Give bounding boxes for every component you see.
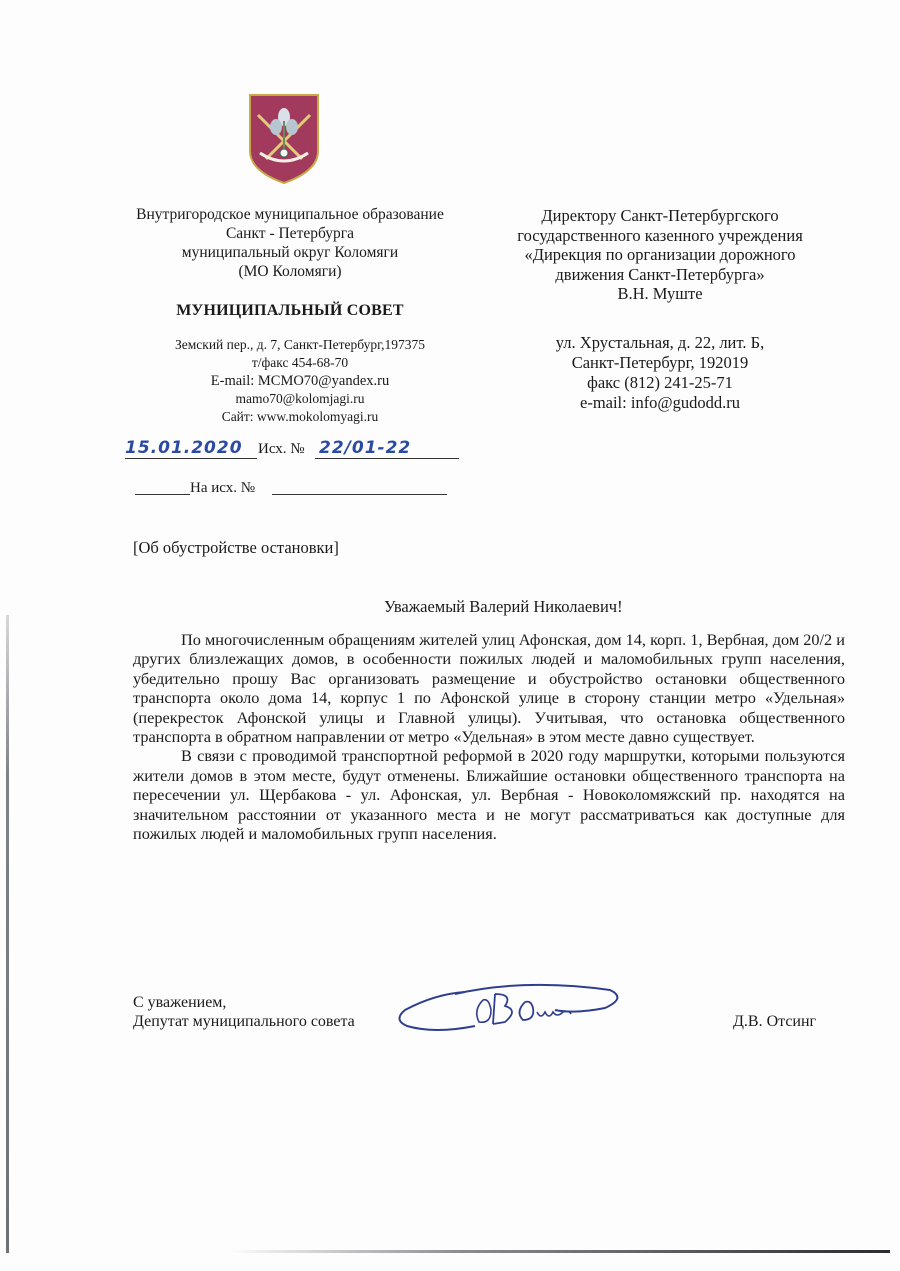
- org-line: муниципальный округ Коломяги: [181, 244, 399, 261]
- recipient-address: ул. Хрустальная, д. 22, лит. Б,: [555, 333, 765, 352]
- handwritten-date: 15.01.2020: [125, 438, 257, 459]
- registration-line: [120, 438, 470, 464]
- recipient-block: [490, 206, 830, 304]
- closing-block: [133, 993, 355, 1031]
- scan-edge-line: [6, 615, 9, 1253]
- sender-email-2[interactable]: mamo70@kolomjagi.ru: [235, 391, 365, 406]
- body-paragraph: В связи с проводимой транспортной реформой в 2020 году маршрутки, которыми пользуются жители домов в этом месте, будут отменены. Ближайшие остановки общественного транспорта на пересечении ул. Щербакова - ул. Афонская, ул. Вербная - Новоколомяжский пр. находятся на значительном расстоянии от указанного места и не могут рассматриваться как доступные для пожилых людей и маломобильных групп населения.: [133, 746, 845, 844]
- salutation: Уважаемый Валерий Николаевич!: [384, 597, 623, 616]
- sender-contacts: [130, 336, 470, 426]
- recipient-contacts: [520, 333, 800, 413]
- sender-site[interactable]: Сайт: www.mokolomyagi.ru: [221, 409, 379, 424]
- council-title: МУНИЦИПАЛЬНЫЙ СОВЕТ: [176, 302, 404, 319]
- recipient-line: Директору Санкт-Петербургского: [541, 206, 779, 225]
- recipient-line: «Дирекция по организации дорожного: [524, 245, 796, 265]
- blank-field: [272, 494, 447, 495]
- signer-name: Д.В. Отсинг: [733, 1013, 817, 1030]
- org-line: Санкт - Петербурга: [225, 225, 355, 242]
- reply-number-label: На исх. №: [190, 480, 256, 496]
- org-line: (МО Коломяги): [238, 263, 342, 280]
- recipient-email[interactable]: e-mail: info@gudodd.ru: [580, 393, 740, 412]
- recipient-name: В.Н. Муште: [617, 284, 703, 304]
- letter-body: [133, 630, 845, 843]
- blank-field: [135, 494, 190, 495]
- sender-address: Земский пер., д. 7, Санкт-Петербург,197375: [174, 337, 425, 352]
- signer-position: Депутат муниципального совета: [133, 1013, 355, 1030]
- coat-of-arms-icon: [248, 93, 320, 185]
- sender-organization: [110, 205, 470, 320]
- closing-regards: С уважением,: [133, 994, 227, 1011]
- outgoing-number-label: Исх. №: [258, 441, 305, 457]
- letter-subject: [Об обустройстве остановки]: [133, 538, 339, 557]
- sender-email[interactable]: E-mail: MCMO70@yandex.ru: [210, 373, 390, 389]
- handwritten-outgoing-number: 22/01-22: [315, 438, 459, 459]
- org-line: Внутригородское муниципальное образование: [136, 206, 444, 223]
- recipient-city: Санкт-Петербург, 192019: [571, 353, 749, 372]
- recipient-line: государственного казенного учреждения: [517, 225, 803, 245]
- scan-edge-line: [230, 1250, 890, 1253]
- body-paragraph: По многочисленным обращениям жителей улиц Афонская, дом 14, корп. 1, Вербная, дом 20/2 и других близлежащих домов, в особенности пожилых людей и маломобильных групп населения, убедительно прошу Вас организовать размещение и обустройство остановки общественного транспорта около дома 14, корпус 1 по Афонской улице в сторону станции метро «Удельная» (перекресток Афонской улицы и Главной улицы). Учитывая, что остановка общественного транспорта в обратном направлении от метро «Удельная» в этом месте давно существует.: [133, 630, 845, 747]
- recipient-fax: факс (812) 241-25-71: [587, 373, 733, 392]
- recipient-line: движения Санкт-Петербурга»: [555, 264, 765, 284]
- reply-reference-line: [120, 480, 470, 502]
- handwritten-signature-icon: [395, 980, 625, 1040]
- sender-phone: т/факс 454-68-70: [251, 355, 349, 370]
